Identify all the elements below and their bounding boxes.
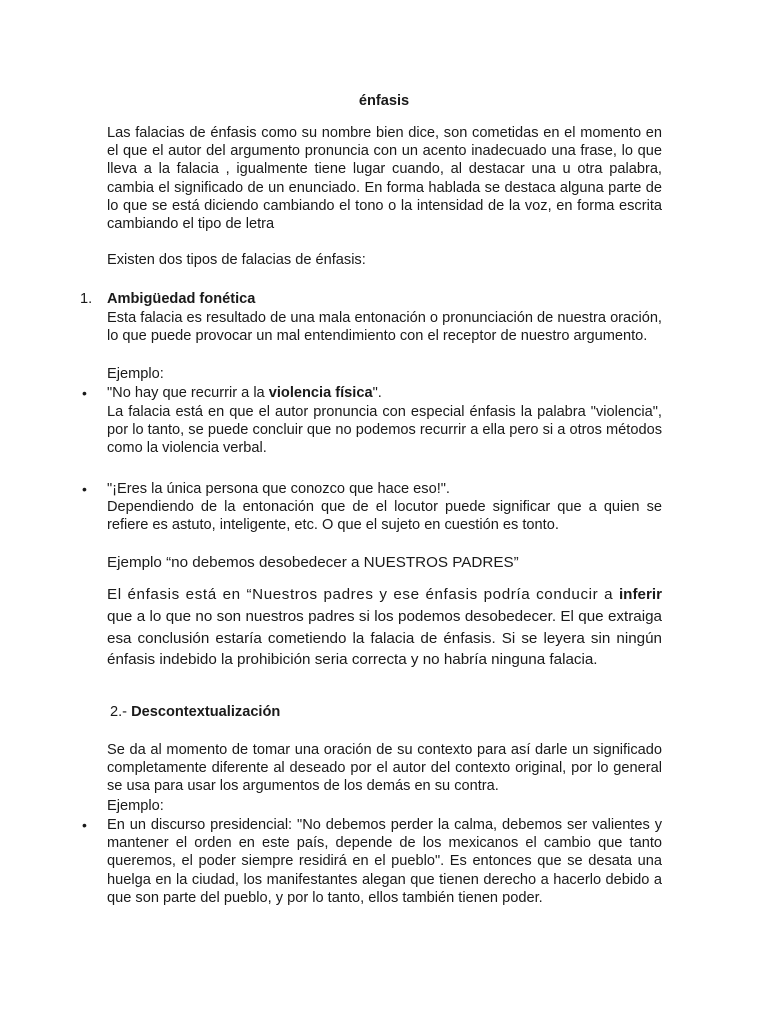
- bullet-marker: •: [82, 817, 87, 833]
- section2-number: 2.-: [110, 704, 128, 720]
- section1-description: Esta falacia es resultado de una mala entonación o pronunciación de nuestra oración, lo que puede provocar un mal entendimiento con el receptor de nuestro argumento.: [107, 310, 662, 345]
- section1-heading: [107, 290, 662, 308]
- section1-heading-text: Ambigüedad fonética: [107, 291, 256, 307]
- example2-paragraph: [107, 584, 662, 671]
- bullet1-quote-start: "No hay que recurrir a la: [107, 385, 269, 401]
- bullet1-explanation: La falacia está en que el autor pronuncia con especial énfasis la palabra "violencia", por lo tanto, se puede concluir que no podemos recurrir a ella pero si a otros métodos como la violencia verbal.: [107, 404, 662, 457]
- bullet2-explanation: Dependiendo de la entonación que de el locutor puede significar que a quien se refiere es astuto, inteligente, etc. O que el sujeto en cuestión es tonto.: [107, 499, 662, 534]
- types-intro: Existen dos tipos de falacias de énfasis:: [107, 252, 366, 268]
- section2-example-label: Ejemplo:: [107, 798, 164, 814]
- bullet1-quote: [107, 384, 662, 402]
- bullet1-quote-bold: violencia física: [268, 385, 373, 401]
- bullet-marker: •: [82, 385, 87, 401]
- example2-lead: El énfasis está en “Nuestros padres y ese énfasis podría conducir a: [107, 586, 619, 603]
- bullet2-quote: "¡Eres la única persona que conozco que hace eso!".: [107, 481, 450, 497]
- bullet-marker: •: [82, 481, 87, 497]
- bullet1-quote-end: ".: [372, 385, 382, 401]
- section2-heading-line: [110, 703, 280, 721]
- example2-bold: inferir: [618, 586, 662, 603]
- example2-rest: que a lo que no son nuestros padres si los podemos desobedecer. El que extraiga esa conclusión estaría cometiendo la falacia de énfasis. Si se leyera sin ningún énfasis indebido la prohibición seria correcta y no habría ninguna falacia.: [107, 607, 662, 669]
- section1-example-label: Ejemplo:: [107, 366, 164, 382]
- example2-label: Ejemplo “no debemos desobedecer a NUESTROS PADRES”: [107, 554, 519, 571]
- section2-bullet: En un discurso presidencial: "No debemos perder la calma, debemos ser valientes y mantener el orden en este país, depende de los mexicanos el cambio que tanto queremos, el poder siempre residirá en el pueblo". Es entonces que se desata una huelga en la ciudad, los manifestantes alegan que tienen derecho a hacerlo debido a que son parte del pueblo, y por lo tanto, ellos también tienen poder.: [107, 817, 662, 906]
- page-title: énfasis: [358, 93, 410, 109]
- section2-description: Se da al momento de tomar una oración de su contexto para así darle un significado completamente diferente al deseado por el autor del contexto original, por lo general se usa para usar los argumentos de los demás en su contra.: [107, 742, 662, 795]
- section1-number: 1.: [80, 291, 93, 307]
- intro-paragraph: Las falacias de énfasis como su nombre bien dice, son cometidas en el momento en el que el autor del argumento pronuncia con un acento inadecuado una frase, lo que lleva a la falacia , igualmente tiene lugar cuando, al destacar una u otra palabra, cambia el significado de un enunciado. En forma hablada se destaca alguna parte de lo que se está diciendo cambiando el tono o la intensidad de la voz, en forma escrita cambiando el tipo de letra: [107, 125, 662, 233]
- section2-heading: Descontextualización: [131, 704, 281, 720]
